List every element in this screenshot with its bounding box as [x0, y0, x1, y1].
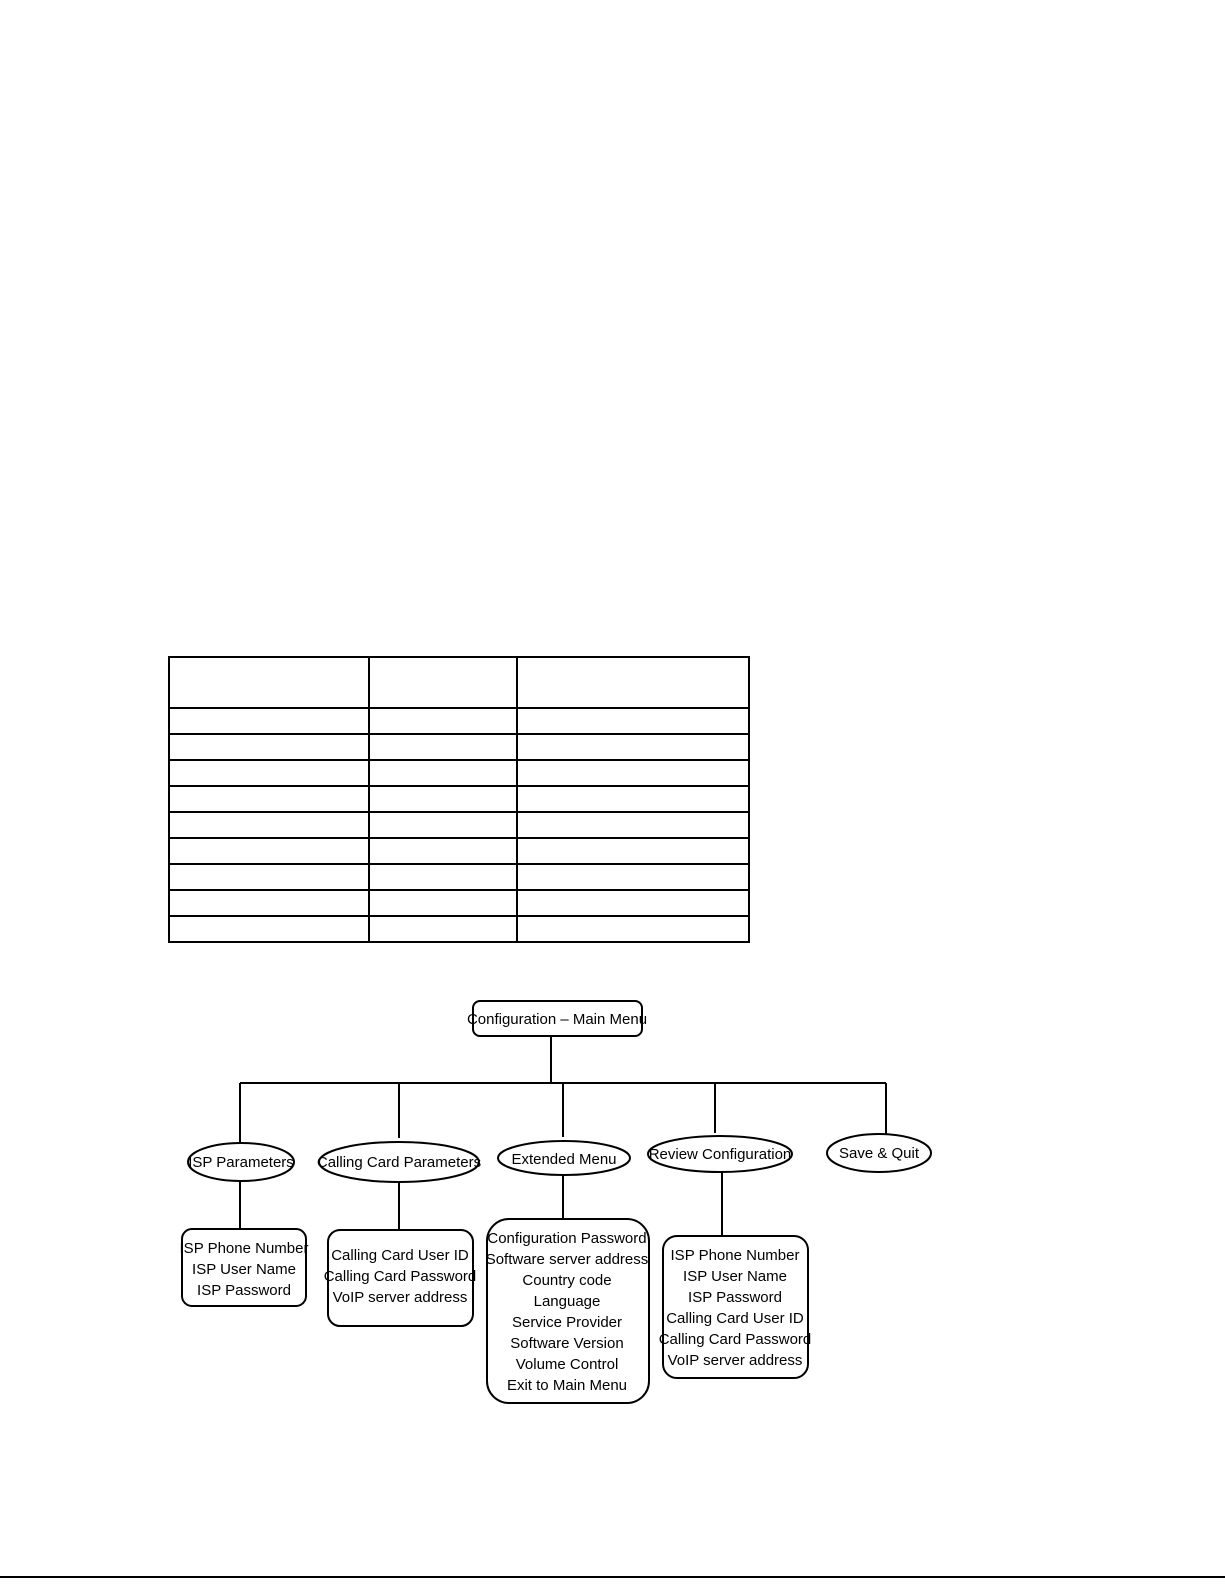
leaf-item: ISP Password [197, 1282, 291, 1299]
branch-label: Extended Menu [511, 1151, 617, 1168]
leaf-item: ISP User Name [192, 1261, 296, 1278]
leaf-item: Language [533, 1293, 601, 1310]
branch-isp-parameters [188, 1143, 294, 1181]
branch-label: ISP Parameters [188, 1154, 294, 1171]
leaf-item: Software Version [510, 1335, 624, 1352]
root-node-label: Configuration – Main Menu [466, 1011, 648, 1028]
leaf-box-extended-menu [486, 1219, 649, 1403]
leaf-item: Calling Card Password [323, 1268, 477, 1285]
branch-review-configuration [648, 1136, 792, 1172]
leaf-item: VoIP server address [332, 1289, 468, 1306]
leaf-item: Volume Control [515, 1356, 619, 1373]
connectors [240, 1036, 886, 1236]
leaf-item: Software server address [485, 1251, 649, 1268]
leaf-box-calling-card-parameters [324, 1230, 477, 1326]
leaf-item: Exit to Main Menu [506, 1377, 628, 1394]
branch-label: Save & Quit [838, 1145, 920, 1162]
leaf-item: ISP Phone Number [179, 1240, 309, 1257]
leaf-item: ISP Password [688, 1289, 782, 1306]
branch-save-and-quit [827, 1134, 931, 1172]
branch-calling-card-parameters [317, 1142, 481, 1182]
root-node [467, 1001, 647, 1036]
leaf-item: ISP User Name [683, 1268, 787, 1285]
leaf-item: Calling Card Password [658, 1331, 812, 1348]
leaf-box-isp-parameters [180, 1229, 309, 1306]
leaf-item: Configuration Password [487, 1230, 647, 1247]
branch-extended-menu [498, 1141, 630, 1175]
leaf-item: Country code [522, 1272, 612, 1289]
leaf-item: Calling Card User ID [666, 1310, 804, 1327]
leaf-item: Calling Card User ID [331, 1247, 469, 1264]
leaf-item: Service Provider [511, 1314, 623, 1331]
page-bottom-rule [0, 1576, 1225, 1578]
leaf-item: VoIP server address [667, 1352, 803, 1369]
leaf-item: ISP Phone Number [670, 1247, 800, 1264]
leaf-box-review-configuration [659, 1236, 812, 1378]
branch-label: Calling Card Parameters [316, 1154, 482, 1171]
branch-label: Review Configuration [648, 1146, 792, 1163]
